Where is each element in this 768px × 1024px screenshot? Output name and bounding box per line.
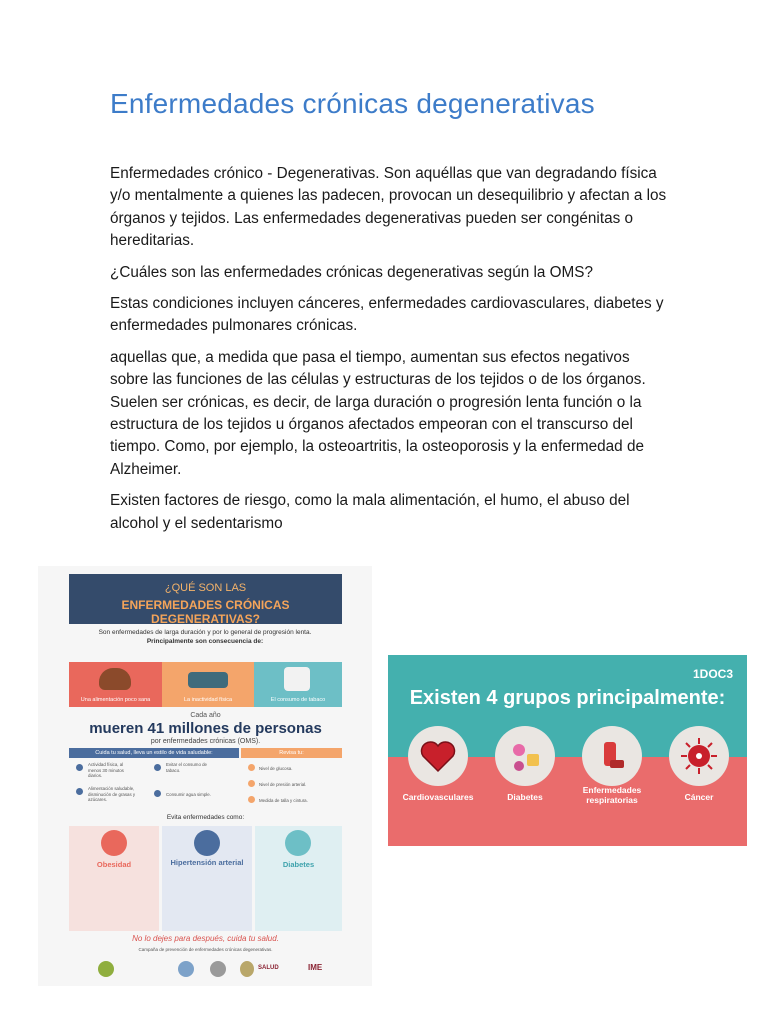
salud-logo: SALUD [258,965,279,971]
tip-water: Consumir agua simple. [166,792,211,797]
document-title: Enfermedades crónicas degenerativas [110,88,595,119]
inhaler-icon [582,726,642,786]
obesity-icon [101,830,127,856]
healthy-lifestyle-bar: Cuida tu salud, lleva un estilo de vida saludable: [69,748,239,758]
cause-inactivity-label: La inactividad física [184,697,232,703]
mexico-seal-icon [240,961,254,977]
infographic-intro [58,628,352,646]
pressure-icon [248,780,255,787]
intro-line-2: Principalmente son consecuencia de: [146,638,264,645]
cause-diet-label: Una alimentación poco sana [80,697,151,703]
paragraph-risk-factors: Existen factores de riesgo, como la mala alimentación, el humo, el abuso del alcohol y el sedentarismo [110,492,630,532]
activity-icon [76,764,83,771]
brand-logo: 1DOC3 [692,667,733,681]
check-pressure: Nivel de presión arterial. [259,782,307,787]
gov-seal-icon [178,961,194,977]
candy-icon [495,726,555,786]
burger-icon [99,668,131,690]
apple-icon [76,788,83,795]
cigarette-pack-icon [284,667,310,691]
group-cancer-label: Cáncer [684,792,714,802]
drop-icon [285,830,311,856]
paragraph-conditions: Estas condiciones incluyen cánceres, enfermedades cardiovasculares, diabetes y enfermedades pulmonares crónicas. [110,295,664,335]
disease-groups-card [388,655,747,846]
infographic-campaign: Campaña de prevención de enfermedades crónicas degenerativas. [138,947,273,952]
group-diabetes-label: Diabetes [507,792,543,802]
ime-logo: IME [308,963,323,972]
group-cardiovascular-label: Cardiovasculares [402,792,474,802]
cause-diet-panel [69,662,162,707]
infographic-chronic-diseases [38,566,372,986]
tip-tobacco: Evitar el consumo de tabaco. [166,762,207,773]
stat-source: por enfermedades crónicas (OMS). [150,738,261,745]
document-body [110,163,670,544]
avoid-diseases-label: Evita enfermedades como: [166,814,245,821]
heart-icon [408,726,468,786]
infographic-header [69,574,342,624]
cause-tobacco-label: El consumo de tabaco [270,697,326,703]
paragraph-definition: Enfermedades crónico - Degenerativas. Son aquéllas que van degradando física y/o mentalmente a quienes las padecen, provocan un desequilibrio y afectan a los órganos y tejidos. Las enfermedades degenerativas pueden ser congénitas o hereditarias. [110,165,667,250]
paragraph-question: ¿Cuáles son las enfermedades crónicas degenerativas según la OMS? [110,263,593,281]
sofa-icon [188,672,228,688]
sponsor-logos [98,961,338,979]
paragraph-description: aquellas que, a medida que pasa el tiempo, aumentan sus efectos negativos sobre las funciones de las células y estructuras de los tejidos o de los órganos. Suelen ser crónicas, es decir, de larga duración o progresión lenta función o la estructura de los tejidos u órganos afectados empeoran con el transcurso del tiempo. Como, por ejemplo, la osteoartritis, la osteoporosis y la enfermedad de Alzheimer. [110,348,646,478]
check-waist: Medida de talla y cintura. [259,798,308,803]
infographic-heading: ENFERMEDADES CRÓNICAS DEGENERATIVAS? [121,598,290,626]
tape-measure-icon [248,796,255,803]
stat-deaths: mueren 41 millones de personas [89,720,322,737]
cause-tobacco-panel [254,662,342,707]
group-respiratory-label: Enfermedades respiratorias [582,785,642,805]
infographic-slogan: No lo dejes para después, cuida tu salud. [132,934,279,943]
infographic-question: ¿QUÉ SON LAS [164,582,247,594]
disease-hypertension-title: Hipertensión arterial [170,858,244,867]
check-glucose: Nivel de glucosa. [259,766,293,771]
cause-inactivity-panel [162,662,254,707]
gov-logo-icon [98,961,114,977]
no-smoking-icon [154,764,161,771]
tip-activity: Actividad física, al menos 30 minutos diarios. [88,762,124,778]
heart-pulse-icon [194,830,220,856]
intro-line: Son enfermedades de larga duración y por lo general de progresión lenta. [98,629,312,636]
tip-diet: Alimentación saludable, disminución de grasas y azúcares. [88,786,136,802]
disease-obesity-title: Obesidad [96,860,132,869]
stat-year-label: Cada año [190,712,221,719]
water-icon [154,790,161,797]
cancer-cell-icon [669,726,729,786]
card-title: Existen 4 grupos principalmente: [409,687,726,709]
glucose-icon [248,764,255,771]
check-bar: Revisa tu: [241,748,342,758]
disease-diabetes-title: Diabetes [282,860,315,869]
emblem-icon [210,961,226,977]
